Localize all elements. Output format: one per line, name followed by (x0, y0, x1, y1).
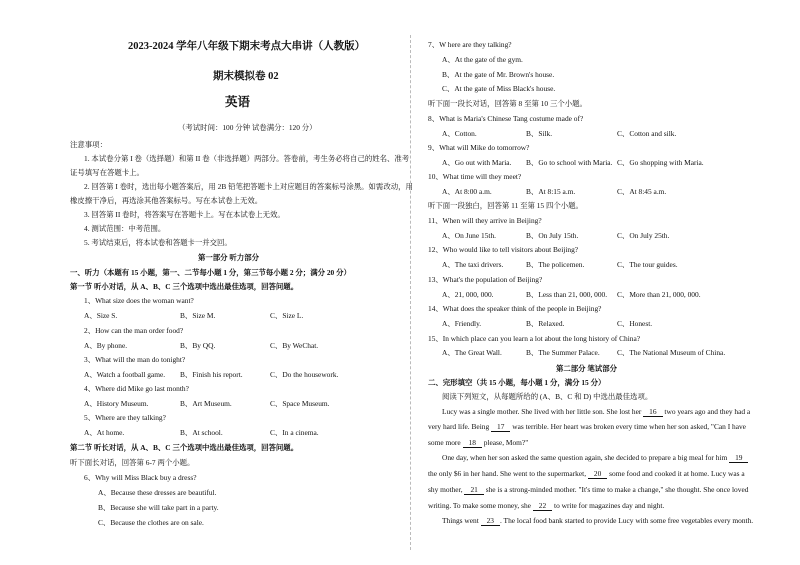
option-a: A、Friendly. (442, 319, 482, 328)
passage-line: very hard life. Being 17 was terrible. Her heart was broken every time when her son asked, "Can I have (428, 422, 746, 431)
note-line: 橡皮擦干净后，再选涂其他答案标号。写在本试卷上无效。 (70, 196, 263, 205)
note-line: 证号填写在答题卡上。 (70, 168, 144, 177)
passage-line: some more 18 please, Mom?" (428, 438, 529, 447)
part1-heading: 第一部分 听力部分 (198, 253, 259, 262)
question: 9、What will Mike do tomorrow? (428, 143, 530, 152)
option-b: B、Because she will take part in a party. (98, 503, 219, 512)
question: 8、What is Maria's Chinese Tang costume made of? (428, 114, 584, 123)
passage-line: shy mother, 21 she is a strong-minded mother. "It's time to make a change," she thought. She once loved (428, 485, 749, 494)
option-c: C、Do the housework. (270, 370, 339, 379)
option-b: B、At 8:15 a.m. (526, 187, 576, 196)
option-b: B、Relaxed. (526, 319, 565, 328)
option-b: B、Size M. (180, 311, 216, 320)
question: 5、Where are they talking? (84, 413, 166, 422)
sub-section-two-note: 听下面长对话，回答第 6-7 两个小题。 (70, 458, 195, 467)
option-b: B、Go to school with Maria. (526, 158, 613, 167)
question: 11、When will they arrive in Beijing? (428, 216, 542, 225)
passage-line: writing. To make some money, she 22 to write for magazines day and night. (428, 501, 665, 510)
option-a: A、Cotton. (442, 129, 477, 138)
option-c: C、The National Museum of China. (617, 348, 726, 357)
option-b: B、The policemen. (526, 260, 585, 269)
note-line: 1. 本试卷分第 I 卷（选择题）和第 II 卷（非选择题）两部分。答卷前，考生务必将自己的姓名、准考 (84, 154, 410, 163)
option-c: C、Honest. (617, 319, 653, 328)
option-b: B、Less than 21, 000, 000. (526, 290, 608, 299)
option-b: B、Art Museum. (180, 399, 232, 408)
blank-17[interactable]: 17 (491, 422, 510, 432)
sub-section-two: 第二节 听长对话，从 A、B、C 三个选项中选出最佳选项，回答问题。 (70, 443, 299, 452)
sub-section-one: 第一节 听小对话，从 A、B、C 三个选项中选出最佳选项，回答问题。 (70, 282, 299, 291)
option-b: B、The Summer Palace. (526, 348, 600, 357)
question: 3、What will the man do tonight? (84, 355, 186, 364)
option-c: C、Space Museum. (270, 399, 330, 408)
question: 15、In which place can you learn a lot about the long history of China? (428, 334, 641, 343)
passage-line: Lucy was a single mother. She lived with her little son. She lost her 16 two years ago and they had a (442, 407, 751, 416)
section-two-note: 阅读下列短文，从每题所给的 (A、B、C 和 D) 中选出最佳选项。 (442, 392, 653, 401)
blank-18[interactable]: 18 (463, 438, 482, 448)
note-line: 2. 回答第 I 卷时，选出每小题答案后，用 2B 铅笔把答题卡上对应题目的答案标号涂黑。如需改动，用 (84, 182, 413, 191)
exam-title: 2023-2024 学年八年级下期末考点大串讲（人教版） (128, 41, 366, 52)
passage-line: Things went 23 . The local food bank started to provide Lucy with some free vegetables every month. (442, 516, 754, 525)
question: 7、W here are they talking? (428, 40, 512, 49)
option-a: A、By phone. (84, 341, 128, 350)
question: 2、How can the man order food? (84, 326, 184, 335)
option-a: A、Go out with Maria. (442, 158, 512, 167)
option-b: B、Finish his report. (180, 370, 243, 379)
note-line: 4. 测试范围：中考范围。 (84, 224, 166, 233)
subject-title: 英语 (225, 95, 251, 109)
option-c: C、The tour guides. (617, 260, 678, 269)
option-a: A、The Great Wall. (442, 348, 502, 357)
option-c: C、In a cinema. (270, 428, 319, 437)
option-c: C、At the gate of Miss Black's house. (442, 84, 556, 93)
option-c: C、Because the clothes are on sale. (98, 518, 204, 527)
option-c: C、Cotton and silk. (617, 129, 677, 138)
question: 12、Who would like to tell visitors about Beijing? (428, 245, 579, 254)
option-a: A、21, 000, 000. (442, 290, 494, 299)
option-b: B、Silk. (526, 129, 553, 138)
option-a: A、Because these dresses are beautiful. (98, 488, 217, 497)
option-c: C、At 8:45 a.m. (617, 187, 667, 196)
option-c: C、On July 25th. (617, 231, 670, 240)
column-divider (410, 35, 411, 550)
option-a: A、Size S. (84, 311, 118, 320)
option-a: A、History Museum. (84, 399, 149, 408)
question: 10、What time will they meet? (428, 172, 522, 181)
option-a: A、At 8:00 a.m. (442, 187, 492, 196)
option-c: C、Go shopping with Maria. (617, 158, 704, 167)
notes-heading: 注意事项： (70, 140, 107, 149)
question: 14、What does the speaker think of the people in Beijing? (428, 304, 602, 313)
option-c: C、By WeChat. (270, 341, 319, 350)
blank-16[interactable]: 16 (643, 407, 662, 417)
note-line: 3. 回答第 II 卷时，将答案写在答题卡上。写在本试卷上无效。 (84, 210, 285, 219)
question: 1、What size does the woman want? (84, 296, 194, 305)
option-c: C、Size L. (270, 311, 304, 320)
blank-21[interactable]: 21 (464, 485, 483, 495)
option-a: A、On June 15th. (442, 231, 496, 240)
blank-19[interactable]: 19 (729, 453, 748, 463)
note-line: 5. 考试结束后，将本试卷和答题卡一并交回。 (84, 238, 232, 247)
option-a: A、At home. (84, 428, 125, 437)
section-one-heading: 一、听力（本题有 15 小题，第一、二节每小题 1 分，第三节每小题 2 分；满分 20 分） (70, 268, 351, 277)
option-b: B、At school. (180, 428, 223, 437)
blank-20[interactable]: 20 (588, 469, 607, 479)
blank-23[interactable]: 23 (481, 516, 500, 526)
passage-line: One day, when her son asked the same question again, she decided to prepare a big meal for him 19 (442, 453, 748, 463)
option-b: B、At the gate of Mr. Brown's house. (442, 70, 555, 79)
section-two-heading: 二、完形填空（共 15 小题，每小题 1 分，满分 15 分） (428, 378, 606, 387)
question: 4、Where did Mike go last month? (84, 384, 189, 393)
part2-heading: 第二部分 笔试部分 (556, 364, 617, 373)
option-b: B、By QQ. (180, 341, 216, 350)
listening-note: 听下面一段长对话，回答第 8 至第 10 三个小题。 (428, 99, 587, 108)
option-b: B、On July 15th. (526, 231, 579, 240)
blank-22[interactable]: 22 (533, 501, 552, 511)
listening-note: 听下面一段独白，回答第 11 至第 15 四个小题。 (428, 201, 583, 210)
exam-info: （考试时间：100 分钟 试卷满分：120 分） (178, 123, 317, 132)
option-a: A、Watch a football game. (84, 370, 166, 379)
option-c: C、More than 21, 000, 000. (617, 290, 701, 299)
option-a: A、The taxi drivers. (442, 260, 504, 269)
question: 13、What's the population of Beijing? (428, 275, 543, 284)
question: 6、Why will Miss Black buy a dress? (84, 473, 197, 482)
exam-subtitle: 期末模拟卷 02 (213, 71, 279, 82)
option-a: A、At the gate of the gym. (442, 55, 523, 64)
passage-line: the only $6 in her hand. She went to the supermarket, 20 some food and cooked it at home. Lucy was a (428, 469, 745, 478)
